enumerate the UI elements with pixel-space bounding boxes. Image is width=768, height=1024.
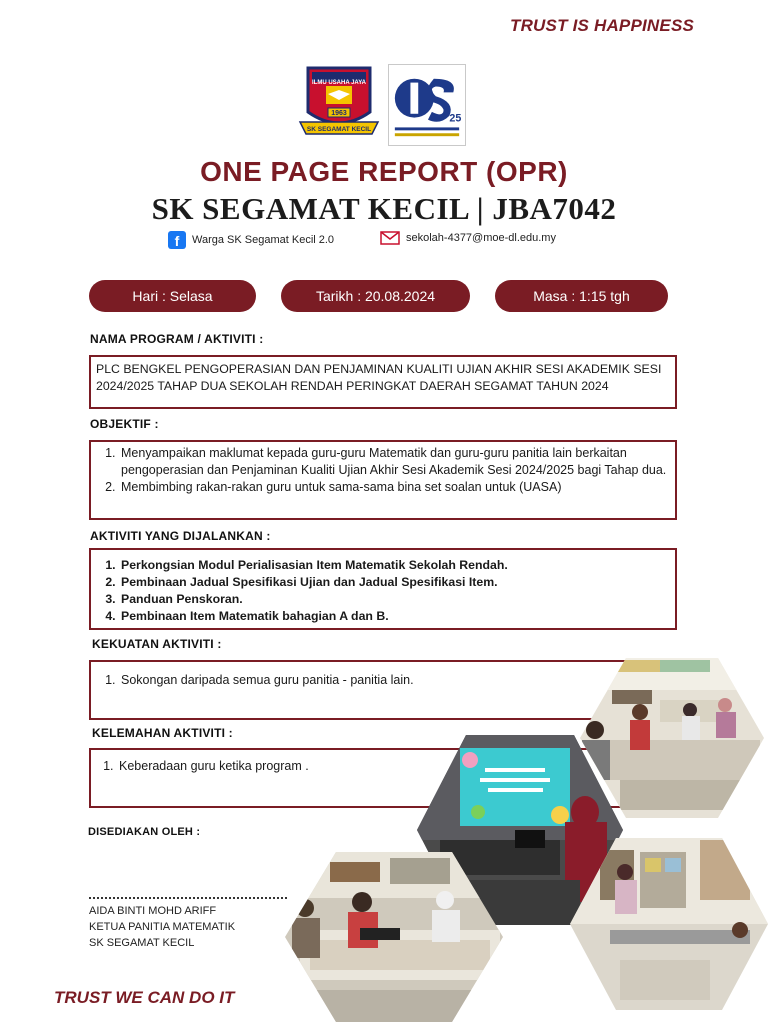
objektif-item: 2. Membimbing rakan-rakan guru untuk sama-sama bina set soalan untuk (UASA) xyxy=(119,479,669,496)
mail-icon xyxy=(380,231,400,245)
aktiviti-box xyxy=(89,548,677,630)
program-label: NAMA PROGRAM / AKTIVITI : xyxy=(90,332,264,346)
svg-text:1963: 1963 xyxy=(331,110,347,117)
email-address: sekolah-4377@moe-dl.edu.my xyxy=(406,232,556,244)
program-box xyxy=(89,355,677,409)
signer-position: KETUA PANITIA MATEMATIK xyxy=(89,921,236,933)
date-pill: Tarikh : 20.08.2024 xyxy=(281,280,470,312)
facebook-name: Warga SK Segamat Kecil 2.0 xyxy=(192,234,335,246)
email-contact[interactable] xyxy=(380,231,556,245)
photo-teachers-working xyxy=(280,848,510,1024)
aktiviti-item: 1. Perkongsian Modul Perialisasian Item Matematik Sekolah Rendah. xyxy=(119,557,669,574)
aktiviti-item: 4. Pembinaan Item Matematik bahagian A dan B. xyxy=(119,608,669,625)
objektif-label: OBJEKTIF : xyxy=(90,417,159,431)
prepared-by-label: DISEDIAKAN OLEH : xyxy=(88,826,201,838)
ts25-logo xyxy=(388,64,466,146)
svg-text:SK SEGAMAT KECIL: SK SEGAMAT KECIL xyxy=(306,126,372,133)
photo-meeting-room xyxy=(565,834,768,1014)
day-pill: Hari : Selasa xyxy=(89,280,256,312)
program-text: PLC BENGKEL PENGOPERASIAN DAN PENJAMINAN KUALITI UJIAN AKHIR SESI AKADEMIK SESI 2024/2025 TAHAP DUA SEKOLAH RENDAH PERINGKAT DAERAH SEGAMAT TAHUN 2024 xyxy=(96,362,662,393)
objektif-item: 1. Menyampaikan maklumat kepada guru-guru Matematik dan guru-guru panitia lain berkaitan pengoperasian dan Penjaminan Kualiti Ujian Akhir Sesi Akademik Sesi 2024/2025 bagi Tahap dua. xyxy=(119,445,669,479)
svg-text:25: 25 xyxy=(449,112,462,125)
facebook-icon: f xyxy=(168,231,186,249)
kelemahan-box xyxy=(89,748,649,808)
slogan-top: TRUST IS HAPPINESS xyxy=(510,16,695,35)
kekuatan-label: KEKUATAN AKTIVITI : xyxy=(92,637,222,651)
kelemahan-item: 1. Keberadaan guru ketika program . xyxy=(117,758,641,775)
svg-text:ILMU USAHA JAYA: ILMU USAHA JAYA xyxy=(311,80,367,86)
aktiviti-item: 3. Panduan Penskoran. xyxy=(119,591,669,608)
kekuatan-item: 1. Sokongan daripada semua guru panitia - panitia lain. xyxy=(119,672,641,689)
signature-line xyxy=(89,897,287,899)
kekuatan-box xyxy=(89,660,649,720)
school-title: SK SEGAMAT KECIL | JBA7042 xyxy=(151,191,617,226)
facebook-contact[interactable] xyxy=(168,231,334,249)
slogan-bottom: TRUST WE CAN DO IT xyxy=(54,988,235,1007)
kelemahan-label: KELEMAHAN AKTIVITI : xyxy=(92,726,233,740)
aktiviti-label: AKTIVITI YANG DIJALANKAN : xyxy=(90,529,271,543)
signer-name: AIDA BINTI MOHD ARIFF xyxy=(89,905,217,917)
time-pill: Masa : 1:15 tgh xyxy=(495,280,668,312)
objektif-box xyxy=(89,440,677,520)
school-logo xyxy=(298,64,380,146)
signer-school: SK SEGAMAT KECIL xyxy=(89,937,195,949)
report-title: ONE PAGE REPORT (OPR) xyxy=(200,156,568,187)
aktiviti-item: 2. Pembinaan Jadual Spesifikasi Ujian dan Jadual Spesifikasi Item. xyxy=(119,574,669,591)
